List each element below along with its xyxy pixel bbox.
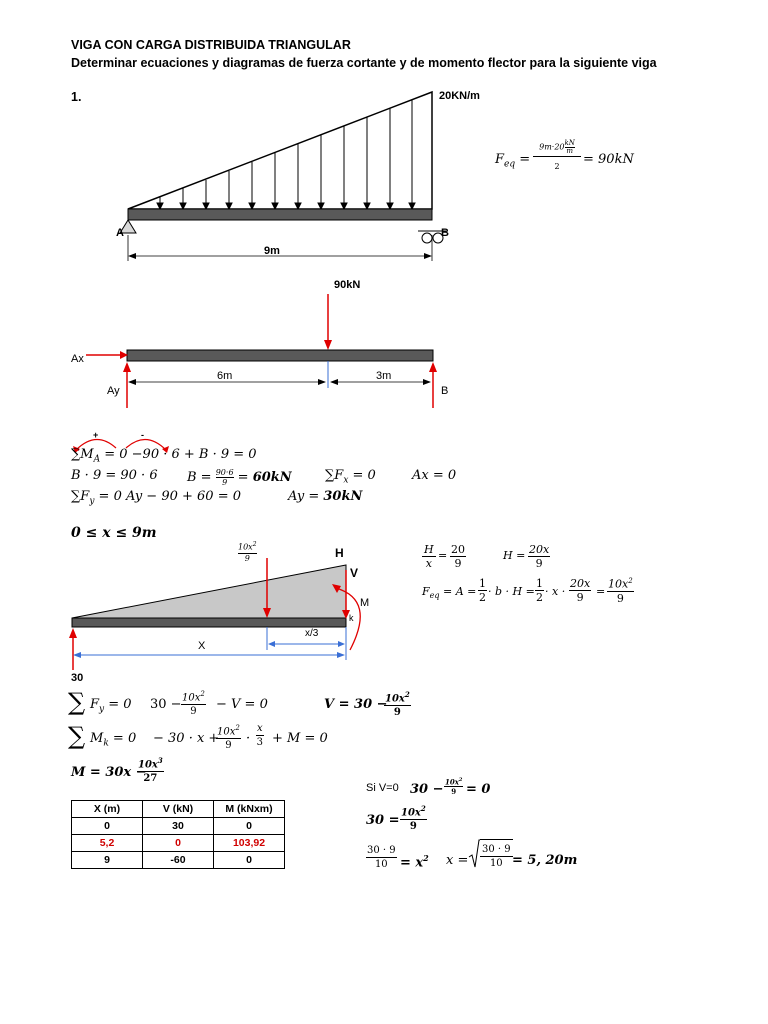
eq-fy: $\sum F_y = 0$ Ay − 90 + 60 = 0	[71, 489, 241, 507]
h-label: H	[335, 546, 344, 560]
table-header: V (kN)	[143, 801, 214, 818]
reaction-30-label: 30	[71, 672, 84, 684]
eq-fx: $\sum F_x = 0$	[325, 468, 376, 486]
table-cell: 9	[72, 852, 143, 869]
similar-triangles: H x = 20 9 H = 20x 9 $F_{eq} = A$ = 1 2 · b · H = 1 2 · x · 20x 9 = $10x^2$ 9	[422, 543, 633, 605]
table-cell: 30	[143, 818, 214, 835]
table-header-row	[72, 801, 285, 818]
v-label: V	[350, 566, 359, 580]
section-beam	[72, 618, 346, 627]
problem-number: 1.	[71, 90, 82, 104]
section-resultant-label: $10x^2$ 9	[238, 541, 257, 563]
table-row	[72, 852, 285, 869]
dim-3m-label: 3m	[376, 370, 392, 382]
beam	[128, 209, 432, 220]
beam-load-diagram	[100, 85, 500, 275]
page-title: VIGA CON CARGA DISTRIBUIDA TRIANGULAR	[71, 38, 351, 52]
table-cell: 0	[143, 835, 214, 852]
eq-b-result: B = $\frac{90\cdot 6}{9}$ = 60kN	[187, 468, 292, 487]
span-label: 9m	[264, 245, 280, 257]
sqrt-icon	[468, 839, 480, 869]
page-subtitle: Determinar ecuaciones y diagramas de fuerza cortante y de momento flector para la siguiente viga	[71, 56, 657, 70]
table-row	[72, 835, 285, 852]
ay-label: Ay	[107, 385, 120, 397]
roller-b-1	[422, 233, 432, 243]
zero-shear-calc: Si V=0 30 − $10x^2$ 9 = 0 30 = $10x^2$ 9 30 · 9 10 = $x^2$ x = 30 · 9 10 = 5, 20m	[366, 777, 578, 871]
moment-eq-a: $\sum M_A = 0 -90 \cdot 6 + B \cdot 9 = 0$	[71, 447, 257, 465]
shear-equation: ∑ $F_y = 0$ 30 − $10x^2$ 9 − V = 0 V = 30 − $10x^2$ 9	[68, 688, 410, 719]
dim-6m-label: 6m	[217, 370, 233, 382]
table-row	[72, 818, 285, 835]
support-a-label: A	[116, 227, 124, 239]
table-cell: -60	[143, 852, 214, 869]
m-label: M	[360, 597, 370, 609]
table-cell: 0	[214, 852, 285, 869]
load-arrows	[157, 100, 415, 209]
table-header: M (kNxm)	[214, 801, 285, 818]
table-cell: 0	[72, 818, 143, 835]
table-header: X (m)	[72, 801, 143, 818]
table-cell: 0	[214, 818, 285, 835]
free-body-diagram	[70, 280, 470, 410]
force-90kn-label: 90kN	[334, 279, 361, 291]
ax-label: Ax	[71, 353, 84, 365]
minus-sign: -	[141, 430, 144, 440]
results-table	[71, 800, 285, 869]
moment-equation: ∑ $M_k = 0$ − 30 · x + $10x^2$ 9 · x 3 + M = 0	[68, 722, 328, 752]
x-third-label: x/3	[305, 628, 319, 639]
eq-ax: Ax = 0	[412, 468, 457, 483]
fbd-beam	[127, 350, 433, 361]
triangular-load-outline	[128, 92, 432, 209]
eq-ay-result: Ay = 30kN	[288, 489, 363, 504]
k-label: k	[349, 613, 354, 623]
x-label: X	[198, 640, 206, 652]
eq-b-line: B · 9 = 90 · 6	[71, 468, 158, 483]
load-intensity-label: 20KN/m	[439, 90, 480, 102]
section-diagram	[60, 540, 380, 690]
section-range: 0 ≤ x ≤ 9m	[71, 525, 157, 541]
plus-sign: +	[93, 430, 99, 440]
table-cell: 103,92	[214, 835, 285, 852]
section-load-area	[72, 565, 346, 618]
support-b-label: B	[441, 227, 449, 239]
table-cell: 5,2	[72, 835, 143, 852]
moment-result: M = 30x − $10x^3$ 27	[71, 756, 163, 785]
b-label: B	[441, 385, 449, 397]
